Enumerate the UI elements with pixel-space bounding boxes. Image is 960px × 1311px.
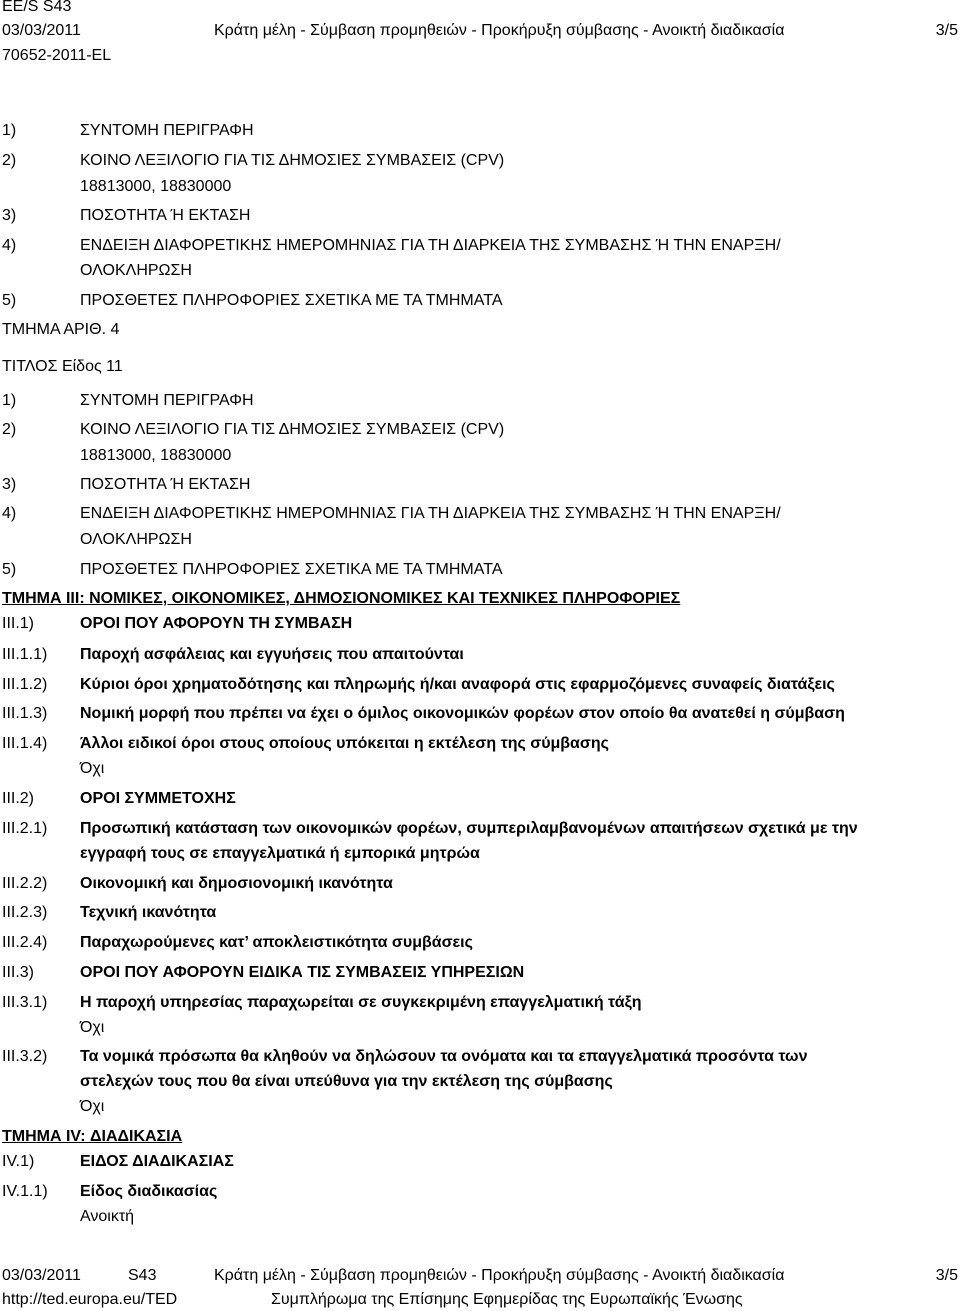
item-short-description: ΣΥΝΤΟΜΗ ΠΕΡΙΓΡΑΦΗ bbox=[80, 392, 254, 409]
item-number: 3) bbox=[2, 476, 17, 493]
item-number: 1) bbox=[2, 122, 17, 139]
item-additional-info: ΠΡΟΣΘΕΤΕΣ ΠΛΗΡΟΦΟΡΙΕΣ ΣΧΕΤΙΚΑ ΜΕ ΤΑ ΤΜΗΜΑΤΑ bbox=[80, 561, 503, 578]
item-number: 4) bbox=[2, 237, 17, 254]
clause-number: IV.1) bbox=[2, 1153, 35, 1170]
item-cpv-heading: ΚΟΙΝΟ ΛΕΞΙΛΟΓΙΟ ΓΙΑ ΤΙΣ ΔΗΜΟΣΙΕΣ ΣΥΜΒΑΣΕΙΣ (CPV) bbox=[80, 421, 505, 438]
item-quantity: ΠΟΣΟΤΗΤΑ Ή ΕΚΤΑΣΗ bbox=[80, 476, 251, 493]
header-title: Κράτη μέλη - Σύμβαση προμηθειών - Προκήρυξη σύμβασης - Ανοικτή διαδικασία bbox=[214, 22, 785, 39]
clause-title: Άλλοι ειδικοί όροι στους οποίους υπόκειται η εκτέλεση της σύμβασης bbox=[80, 735, 609, 752]
item-number: 5) bbox=[2, 292, 17, 309]
item-additional-info: ΠΡΟΣΘΕΤΕΣ ΠΛΗΡΟΦΟΡΙΕΣ ΣΧΕΤΙΚΑ ΜΕ ΤΑ ΤΜΗΜΑΤΑ bbox=[80, 292, 503, 309]
clause-number: III.1.4) bbox=[2, 735, 48, 752]
item-short-description: ΣΥΝΤΟΜΗ ΠΕΡΙΓΡΑΦΗ bbox=[80, 122, 254, 139]
clause-title: Οικονομική και δημοσιονομική ικανότητα bbox=[80, 875, 393, 892]
item-number: 2) bbox=[2, 421, 17, 438]
footer-date: 03/03/2011 bbox=[2, 1267, 81, 1284]
header-oj-number: EE/S S43 bbox=[2, 0, 72, 15]
header-page-number: 3/5 bbox=[935, 22, 958, 39]
clause-title: ΟΡΟΙ ΠΟΥ ΑΦΟΡΟΥΝ ΤΗ ΣΥΜΒΑΣΗ bbox=[80, 615, 353, 632]
item-number: 4) bbox=[2, 505, 17, 522]
item-cpv-codes: 18813000, 18830000 bbox=[80, 178, 232, 195]
clause-number: IV.1.1) bbox=[2, 1183, 48, 1200]
section-iii-heading: ΤΜΗΜΑ III: ΝΟΜΙΚΕΣ, ΟΙΚΟΝΟΜΙΚΕΣ, ΔΗΜΟΣΙΟΝΟΜΙΚΕΣ ΚΑΙ ΤΕΧΝΙΚΕΣ ΠΛΗΡΟΦΟΡΙΕΣ bbox=[2, 590, 681, 607]
clause-answer: Όχι bbox=[80, 760, 105, 777]
footer-oj-number: S43 bbox=[128, 1267, 157, 1284]
clause-title-continued: εγγραφή τους σε επαγγελματικά ή εμπορικά μητρώα bbox=[80, 845, 480, 862]
item-number: 5) bbox=[2, 561, 17, 578]
clause-number: III.1.1) bbox=[2, 646, 48, 663]
clause-number: III.3) bbox=[2, 964, 35, 981]
lot-title: ΤΙΤΛΟΣ Είδος 11 bbox=[2, 358, 123, 375]
clause-answer: Όχι bbox=[80, 1019, 105, 1036]
item-cpv-codes: 18813000, 18830000 bbox=[80, 447, 232, 464]
footer-page-number: 3/5 bbox=[935, 1267, 958, 1284]
clause-answer: Όχι bbox=[80, 1098, 105, 1115]
clause-number: III.1.2) bbox=[2, 676, 48, 693]
footer-title: Κράτη μέλη - Σύμβαση προμηθειών - Προκήρυξη σύμβασης - Ανοικτή διαδικασία bbox=[214, 1267, 785, 1284]
clause-number: III.1) bbox=[2, 615, 35, 632]
clause-title: Τα νομικά πρόσωπα θα κληθούν να δηλώσουν τα ονόματα και τα επαγγελματικά προσόντα των bbox=[80, 1048, 808, 1065]
clause-title: Τεχνική ικανότητα bbox=[80, 904, 217, 921]
item-number: 1) bbox=[2, 392, 17, 409]
clause-number: III.2.1) bbox=[2, 820, 48, 837]
header-date: 03/03/2011 bbox=[2, 22, 81, 39]
clause-number: III.3.2) bbox=[2, 1048, 48, 1065]
clause-title: Προσωπική κατάσταση των οικονομικών φορέων, συμπεριλαμβανομένων απαιτήσεων σχετικά με την bbox=[80, 820, 858, 837]
item-duration: ΕΝΔΕΙΞΗ ΔΙΑΦΟΡΕΤΙΚΗΣ ΗΜΕΡΟΜΗΝΙΑΣ ΓΙΑ ΤΗ ΔΙΑΡΚΕΙΑ ΤΗΣ ΣΥΜΒΑΣΗΣ Ή ΤΗΝ ΕΝΑΡΞΗ/ bbox=[80, 505, 781, 522]
clause-number: III.3.1) bbox=[2, 994, 48, 1011]
clause-title: Είδος διαδικασίας bbox=[80, 1183, 218, 1200]
clause-title: ΕΙΔΟΣ ΔΙΑΔΙΚΑΣΙΑΣ bbox=[80, 1153, 234, 1170]
item-duration-continued: ΟΛΟΚΛΗΡΩΣΗ bbox=[80, 531, 192, 548]
clause-title: Νομική μορφή που πρέπει να έχει ο όμιλος οικονομικών φορέων στον οποίο θα ανατεθεί η σύμβαση bbox=[80, 705, 845, 722]
header-notice-id: 70652-2011-EL bbox=[2, 47, 112, 64]
footer-supplement: Συμπλήρωμα της Επίσημης Εφημερίδας της Ευρωπαϊκής Ένωσης bbox=[271, 1291, 743, 1308]
clause-title: Παραχωρούμενες κατ’ αποκλειστικότητα συμβάσεις bbox=[80, 934, 473, 951]
item-duration: ΕΝΔΕΙΞΗ ΔΙΑΦΟΡΕΤΙΚΗΣ ΗΜΕΡΟΜΗΝΙΑΣ ΓΙΑ ΤΗ ΔΙΑΡΚΕΙΑ ΤΗΣ ΣΥΜΒΑΣΗΣ Ή ΤΗΝ ΕΝΑΡΞΗ/ bbox=[80, 237, 781, 254]
clause-title: Η παροχή υπηρεσίας παραχωρείται σε συγκεκριμένη επαγγελματική τάξη bbox=[80, 994, 642, 1011]
footer-url-link[interactable]: http://ted.europa.eu/TED bbox=[2, 1291, 178, 1308]
clause-title: Κύριοι όροι χρηματοδότησης και πληρωμής ή/και αναφορά στις εφαρμοζόμενες συναφείς διατάξεις bbox=[80, 676, 835, 693]
clause-number: III.2) bbox=[2, 790, 35, 807]
item-cpv-heading: ΚΟΙΝΟ ΛΕΞΙΛΟΓΙΟ ΓΙΑ ΤΙΣ ΔΗΜΟΣΙΕΣ ΣΥΜΒΑΣΕΙΣ (CPV) bbox=[80, 152, 505, 169]
clause-title: Παροχή ασφάλειας και εγγυήσεις που απαιτούνται bbox=[80, 646, 464, 663]
clause-title: ΟΡΟΙ ΠΟΥ ΑΦΟΡΟΥΝ ΕΙΔΙΚΑ ΤΙΣ ΣΥΜΒΑΣΕΙΣ ΥΠΗΡΕΣΙΩΝ bbox=[80, 964, 525, 981]
clause-title: ΟΡΟΙ ΣΥΜΜΕΤΟΧΗΣ bbox=[80, 790, 236, 807]
clause-number: III.2.3) bbox=[2, 904, 48, 921]
clause-answer: Ανοικτή bbox=[80, 1208, 135, 1225]
section-iv-heading: ΤΜΗΜΑ IV: ΔΙΑΔΙΚΑΣΙΑ bbox=[2, 1128, 183, 1145]
clause-number: III.2.2) bbox=[2, 875, 48, 892]
clause-title-continued: στελεχών τους που θα είναι υπεύθυνα για την εκτέλεση της σύμβασης bbox=[80, 1073, 613, 1090]
clause-number: III.2.4) bbox=[2, 934, 48, 951]
lot-number: ΤΜΗΜΑ ΑΡΙΘ. 4 bbox=[2, 321, 120, 338]
item-duration-continued: ΟΛΟΚΛΗΡΩΣΗ bbox=[80, 262, 192, 279]
item-number: 2) bbox=[2, 152, 17, 169]
item-quantity: ΠΟΣΟΤΗΤΑ Ή ΕΚΤΑΣΗ bbox=[80, 207, 251, 224]
item-number: 3) bbox=[2, 207, 17, 224]
clause-number: III.1.3) bbox=[2, 705, 48, 722]
